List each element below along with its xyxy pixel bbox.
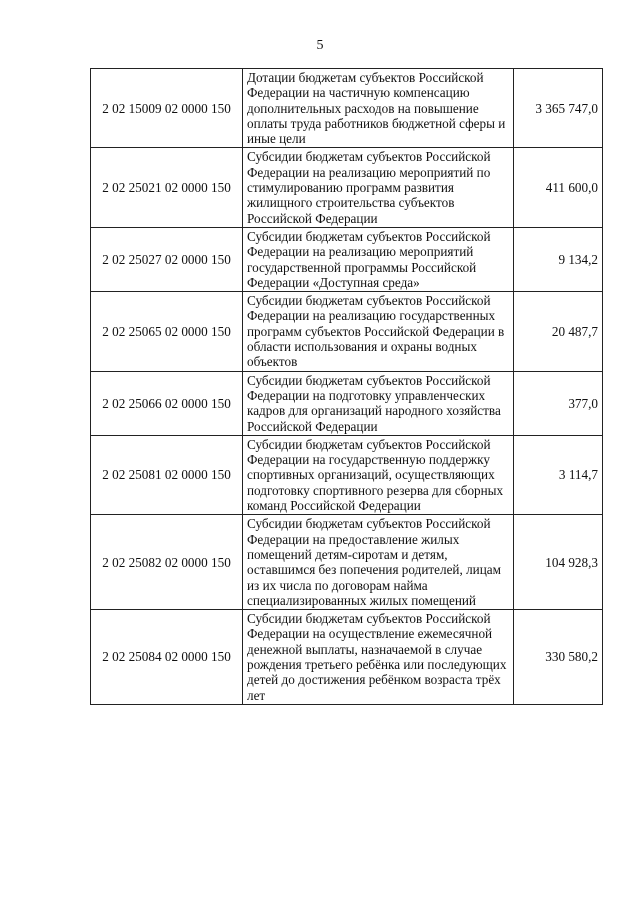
- table-row: [91, 371, 603, 435]
- description-cell: Субсидии бюджетам субъектов Российской Федерации на государственную поддержку спортивных организаций, осуществляющих подготовку спортивного резерва для сборных команд Российской Федерации: [243, 435, 514, 514]
- table-row: [91, 292, 603, 371]
- amount-cell: 20 487,7: [514, 292, 603, 371]
- description-cell: Субсидии бюджетам субъектов Российской Федерации на предоставление жилых помещений детям-сиротам и детям, оставшимся без попечения родителей, лицам из их числа по договорам найма специализированных жилых помещений: [243, 515, 514, 610]
- description-cell: Субсидии бюджетам субъектов Российской Федерации на подготовку управленческих кадров для организаций народного хозяйства Российской Федерации: [243, 371, 514, 435]
- budget-code-cell: 2 02 25081 02 0000 150: [91, 435, 243, 514]
- budget-code-cell: 2 02 15009 02 0000 150: [91, 69, 243, 148]
- description-cell: Субсидии бюджетам субъектов Российской Федерации на реализацию государственных программ субъектов Российской Федерации в области использования и охраны водных объектов: [243, 292, 514, 371]
- amount-cell: 9 134,2: [514, 227, 603, 291]
- budget-revenue-table: [90, 68, 603, 705]
- budget-code-cell: 2 02 25065 02 0000 150: [91, 292, 243, 371]
- table-row: [91, 69, 603, 148]
- amount-cell: 377,0: [514, 371, 603, 435]
- budget-code-cell: 2 02 25066 02 0000 150: [91, 371, 243, 435]
- amount-cell: 3 114,7: [514, 435, 603, 514]
- table-row: [91, 148, 603, 227]
- description-cell: Субсидии бюджетам субъектов Российской Федерации на осуществление ежемесячной денежной выплаты, назначаемой в случае рождения третьего ребёнка или последующих детей до достижения ребёнком возраста трёх лет: [243, 610, 514, 705]
- amount-cell: 411 600,0: [514, 148, 603, 227]
- amount-cell: 104 928,3: [514, 515, 603, 610]
- budget-code-cell: 2 02 25084 02 0000 150: [91, 610, 243, 705]
- table-row: [91, 227, 603, 291]
- amount-cell: 3 365 747,0: [514, 69, 603, 148]
- description-cell: Субсидии бюджетам субъектов Российской Федерации на реализацию мероприятий по стимулированию программ развития жилищного строительства субъектов Российской Федерации: [243, 148, 514, 227]
- description-cell: Дотации бюджетам субъектов Российской Федерации на частичную компенсацию дополнительных расходов на повышение оплаты труда работников бюджетной сферы и иные цели: [243, 69, 514, 148]
- amount-cell: 330 580,2: [514, 610, 603, 705]
- table-row: [91, 610, 603, 705]
- budget-code-cell: 2 02 25027 02 0000 150: [91, 227, 243, 291]
- table-row: [91, 435, 603, 514]
- table-row: [91, 515, 603, 610]
- budget-code-cell: 2 02 25082 02 0000 150: [91, 515, 243, 610]
- budget-code-cell: 2 02 25021 02 0000 150: [91, 148, 243, 227]
- page-number: 5: [316, 38, 324, 53]
- description-cell: Субсидии бюджетам субъектов Российской Федерации на реализацию мероприятий государственной программы Российской Федерации «Доступная среда»: [243, 227, 514, 291]
